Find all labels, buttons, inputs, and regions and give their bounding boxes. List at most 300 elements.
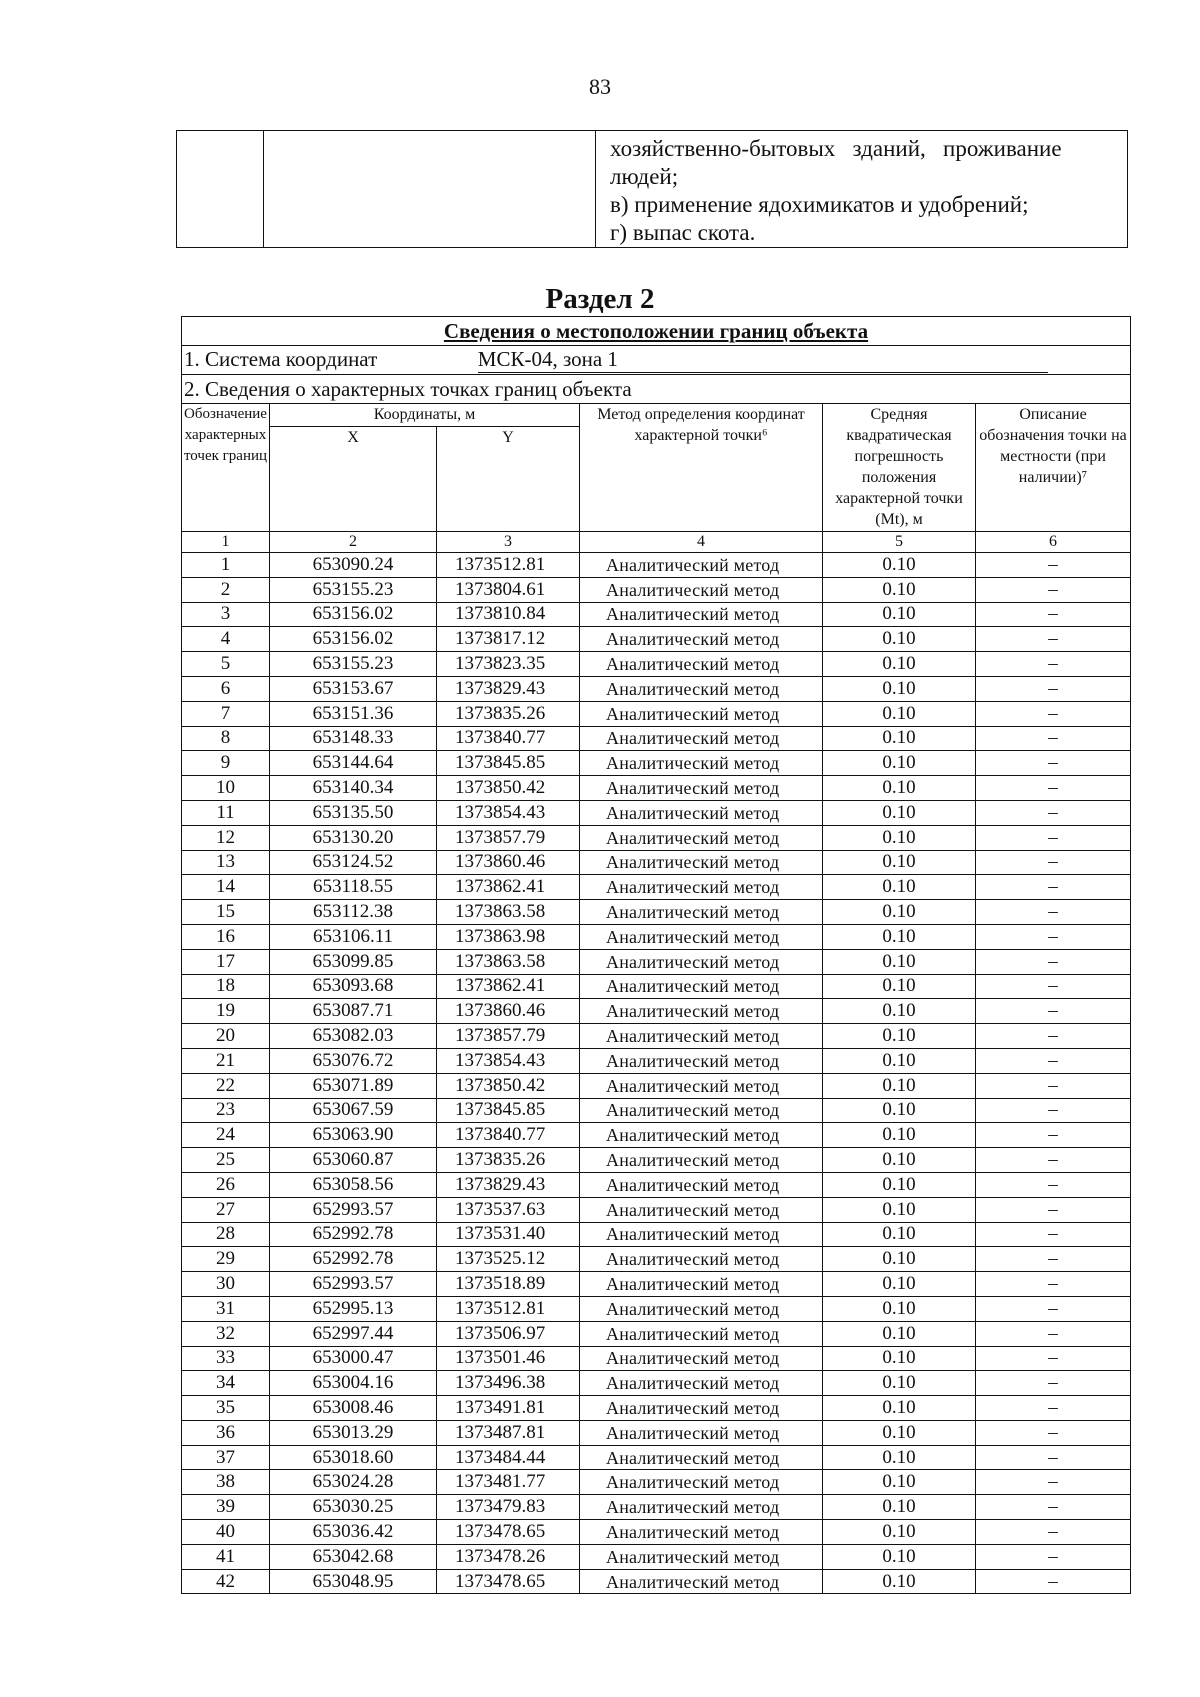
coordinate-x: 653155.23 bbox=[270, 577, 437, 602]
method-cell: Аналитический метод bbox=[580, 949, 823, 974]
description-cell: – bbox=[976, 1296, 1131, 1321]
point-number: 4 bbox=[182, 627, 270, 652]
description-cell: – bbox=[976, 1048, 1131, 1073]
method-cell: Аналитический метод bbox=[580, 676, 823, 701]
coordinate-y: 1373496.38 bbox=[437, 1371, 580, 1396]
method-cell: Аналитический метод bbox=[580, 875, 823, 900]
error-value: 0.10 bbox=[823, 627, 976, 652]
coordinate-y: 1373845.85 bbox=[437, 1098, 580, 1123]
restriction-text bbox=[596, 131, 1127, 247]
table-row bbox=[182, 627, 1131, 652]
point-number: 32 bbox=[182, 1321, 270, 1346]
table-row bbox=[182, 577, 1131, 602]
points-info-label: 2. Сведения о характерных точках границ объекта bbox=[184, 376, 632, 401]
column-number: 1 bbox=[182, 532, 270, 553]
description-cell: – bbox=[976, 825, 1131, 850]
method-cell: Аналитический метод bbox=[580, 999, 823, 1024]
table-row bbox=[182, 875, 1131, 900]
method-cell: Аналитический метод bbox=[580, 1123, 823, 1148]
error-value: 0.10 bbox=[823, 1222, 976, 1247]
table-row bbox=[182, 1371, 1131, 1396]
coordinate-x: 653000.47 bbox=[270, 1346, 437, 1371]
column-number: 3 bbox=[437, 532, 580, 553]
coordinate-x: 652992.78 bbox=[270, 1247, 437, 1272]
coordinate-x: 653048.95 bbox=[270, 1569, 437, 1594]
table-row bbox=[182, 1098, 1131, 1123]
method-cell: Аналитический метод bbox=[580, 1346, 823, 1371]
method-cell: Аналитический метод bbox=[580, 1569, 823, 1594]
coordinate-y: 1373857.79 bbox=[437, 825, 580, 850]
method-cell: Аналитический метод bbox=[580, 1445, 823, 1470]
coordinate-x: 652993.57 bbox=[270, 1197, 437, 1222]
coordinate-y: 1373854.43 bbox=[437, 1048, 580, 1073]
point-number: 27 bbox=[182, 1197, 270, 1222]
table-row bbox=[182, 1346, 1131, 1371]
description-cell: – bbox=[976, 701, 1131, 726]
table-row bbox=[182, 701, 1131, 726]
point-number: 12 bbox=[182, 825, 270, 850]
table-row bbox=[182, 751, 1131, 776]
table-caption bbox=[182, 317, 1131, 346]
method-cell: Аналитический метод bbox=[580, 776, 823, 801]
coordinate-y: 1373845.85 bbox=[437, 751, 580, 776]
method-cell: Аналитический метод bbox=[580, 1222, 823, 1247]
point-number: 33 bbox=[182, 1346, 270, 1371]
table-row bbox=[182, 776, 1131, 801]
method-cell: Аналитический метод bbox=[580, 726, 823, 751]
point-number: 14 bbox=[182, 875, 270, 900]
continuation-cell-empty-1 bbox=[177, 131, 264, 248]
error-value: 0.10 bbox=[823, 1296, 976, 1321]
error-value: 0.10 bbox=[823, 875, 976, 900]
method-cell: Аналитический метод bbox=[580, 1371, 823, 1396]
table-row bbox=[182, 1445, 1131, 1470]
table-row bbox=[182, 1123, 1131, 1148]
method-cell: Аналитический метод bbox=[580, 974, 823, 999]
point-number: 26 bbox=[182, 1172, 270, 1197]
error-value: 0.10 bbox=[823, 800, 976, 825]
coordinate-x: 653058.56 bbox=[270, 1172, 437, 1197]
error-value: 0.10 bbox=[823, 949, 976, 974]
description-cell: – bbox=[976, 1445, 1131, 1470]
point-number: 18 bbox=[182, 974, 270, 999]
coordinate-x: 653144.64 bbox=[270, 751, 437, 776]
table-row bbox=[182, 1073, 1131, 1098]
method-cell: Аналитический метод bbox=[580, 1247, 823, 1272]
table-row bbox=[182, 850, 1131, 875]
point-number: 36 bbox=[182, 1420, 270, 1445]
coordinate-x: 653087.71 bbox=[270, 999, 437, 1024]
coordinate-y: 1373525.12 bbox=[437, 1247, 580, 1272]
description-cell: – bbox=[976, 1148, 1131, 1173]
point-number: 1 bbox=[182, 553, 270, 578]
coordinate-x: 653018.60 bbox=[270, 1445, 437, 1470]
coordinate-y: 1373487.81 bbox=[437, 1420, 580, 1445]
error-value: 0.10 bbox=[823, 701, 976, 726]
coordinate-x: 653042.68 bbox=[270, 1544, 437, 1569]
coordinate-y: 1373835.26 bbox=[437, 701, 580, 726]
point-number: 34 bbox=[182, 1371, 270, 1396]
description-cell: – bbox=[976, 627, 1131, 652]
table-row bbox=[182, 900, 1131, 925]
point-number: 35 bbox=[182, 1396, 270, 1421]
table-row bbox=[182, 924, 1131, 949]
description-cell: – bbox=[976, 1371, 1131, 1396]
method-cell: Аналитический метод bbox=[580, 1544, 823, 1569]
error-value: 0.10 bbox=[823, 751, 976, 776]
coordinate-x: 653140.34 bbox=[270, 776, 437, 801]
table-row bbox=[182, 949, 1131, 974]
table-row bbox=[182, 1420, 1131, 1445]
coordinate-y: 1373850.42 bbox=[437, 776, 580, 801]
coordinate-y: 1373860.46 bbox=[437, 850, 580, 875]
coordinate-x: 653063.90 bbox=[270, 1123, 437, 1148]
table-row bbox=[182, 974, 1131, 999]
point-number: 38 bbox=[182, 1470, 270, 1495]
description-cell: – bbox=[976, 900, 1131, 925]
error-value: 0.10 bbox=[823, 825, 976, 850]
description-cell: – bbox=[976, 1470, 1131, 1495]
coordinate-y: 1373512.81 bbox=[437, 553, 580, 578]
coordinate-x: 653151.36 bbox=[270, 701, 437, 726]
point-number: 28 bbox=[182, 1222, 270, 1247]
coordinate-x: 652997.44 bbox=[270, 1321, 437, 1346]
coordinate-x: 653030.25 bbox=[270, 1495, 437, 1520]
table-row bbox=[182, 800, 1131, 825]
coordinate-x: 653135.50 bbox=[270, 800, 437, 825]
error-value: 0.10 bbox=[823, 1272, 976, 1297]
method-cell: Аналитический метод bbox=[580, 1272, 823, 1297]
coordinate-x: 652993.57 bbox=[270, 1272, 437, 1297]
coordinate-y: 1373862.41 bbox=[437, 875, 580, 900]
table-row bbox=[182, 1470, 1131, 1495]
error-value: 0.10 bbox=[823, 553, 976, 578]
coordinate-y: 1373810.84 bbox=[437, 602, 580, 627]
method-cell: Аналитический метод bbox=[580, 553, 823, 578]
method-cell: Аналитический метод bbox=[580, 800, 823, 825]
coordinate-y: 1373478.65 bbox=[437, 1520, 580, 1545]
coordinate-x: 653106.11 bbox=[270, 924, 437, 949]
coordinate-x: 653008.46 bbox=[270, 1396, 437, 1421]
description-cell: – bbox=[976, 1024, 1131, 1049]
table-row bbox=[182, 825, 1131, 850]
coordinate-y: 1373829.43 bbox=[437, 1172, 580, 1197]
coordinate-y: 1373835.26 bbox=[437, 1148, 580, 1173]
table-row bbox=[182, 602, 1131, 627]
coordinate-x: 653156.02 bbox=[270, 627, 437, 652]
error-value: 0.10 bbox=[823, 1247, 976, 1272]
error-value: 0.10 bbox=[823, 652, 976, 677]
coordinate-x: 653090.24 bbox=[270, 553, 437, 578]
table-row bbox=[182, 1296, 1131, 1321]
coordinate-y: 1373860.46 bbox=[437, 999, 580, 1024]
coordinate-x: 652992.78 bbox=[270, 1222, 437, 1247]
description-cell: – bbox=[976, 850, 1131, 875]
error-value: 0.10 bbox=[823, 974, 976, 999]
point-number: 5 bbox=[182, 652, 270, 677]
method-cell: Аналитический метод bbox=[580, 602, 823, 627]
error-value: 0.10 bbox=[823, 1470, 976, 1495]
description-cell: – bbox=[976, 652, 1131, 677]
description-cell: – bbox=[976, 949, 1131, 974]
error-value: 0.10 bbox=[823, 602, 976, 627]
method-cell: Аналитический метод bbox=[580, 1048, 823, 1073]
coordinate-y: 1373854.43 bbox=[437, 800, 580, 825]
error-value: 0.10 bbox=[823, 1371, 976, 1396]
point-number: 21 bbox=[182, 1048, 270, 1073]
error-value: 0.10 bbox=[823, 1148, 976, 1173]
point-number: 7 bbox=[182, 701, 270, 726]
description-cell: – bbox=[976, 553, 1131, 578]
error-value: 0.10 bbox=[823, 900, 976, 925]
coordinate-y: 1373863.58 bbox=[437, 900, 580, 925]
table-body bbox=[182, 553, 1131, 1594]
method-cell: Аналитический метод bbox=[580, 1296, 823, 1321]
description-cell: – bbox=[976, 800, 1131, 825]
description-cell: – bbox=[976, 776, 1131, 801]
description-cell: – bbox=[976, 1197, 1131, 1222]
error-value: 0.10 bbox=[823, 999, 976, 1024]
coordinate-x: 653060.87 bbox=[270, 1148, 437, 1173]
error-value: 0.10 bbox=[823, 850, 976, 875]
error-value: 0.10 bbox=[823, 1024, 976, 1049]
description-cell: – bbox=[976, 1272, 1131, 1297]
description-cell: – bbox=[976, 1073, 1131, 1098]
error-value: 0.10 bbox=[823, 1197, 976, 1222]
method-cell: Аналитический метод bbox=[580, 1520, 823, 1545]
coordinate-x: 653124.52 bbox=[270, 850, 437, 875]
method-cell: Аналитический метод bbox=[580, 701, 823, 726]
error-value: 0.10 bbox=[823, 1123, 976, 1148]
restriction-line-2: людей; bbox=[610, 164, 679, 189]
coordinate-y: 1373478.26 bbox=[437, 1544, 580, 1569]
coordinate-y: 1373481.77 bbox=[437, 1470, 580, 1495]
table-row bbox=[182, 999, 1131, 1024]
error-value: 0.10 bbox=[823, 1098, 976, 1123]
coordinate-x: 653099.85 bbox=[270, 949, 437, 974]
point-number: 6 bbox=[182, 676, 270, 701]
description-cell: – bbox=[976, 676, 1131, 701]
point-number: 41 bbox=[182, 1544, 270, 1569]
coordinate-y: 1373491.81 bbox=[437, 1396, 580, 1421]
description-cell: – bbox=[976, 577, 1131, 602]
description-cell: – bbox=[976, 602, 1131, 627]
coordinate-x: 653130.20 bbox=[270, 825, 437, 850]
description-cell: – bbox=[976, 1123, 1131, 1148]
point-number: 16 bbox=[182, 924, 270, 949]
coordinate-y: 1373478.65 bbox=[437, 1569, 580, 1594]
point-number: 13 bbox=[182, 850, 270, 875]
point-number: 15 bbox=[182, 900, 270, 925]
coordinate-x: 653067.59 bbox=[270, 1098, 437, 1123]
coordinate-system-row bbox=[182, 346, 1131, 375]
point-number: 37 bbox=[182, 1445, 270, 1470]
points-info-row bbox=[182, 375, 1131, 404]
column-numbers-row bbox=[182, 532, 1131, 553]
table-row bbox=[182, 1148, 1131, 1173]
restriction-line-1: хозяйственно-бытовых зданий, проживание bbox=[610, 136, 1062, 161]
coordinate-system-value: МСК-04, зона 1 bbox=[478, 347, 1048, 373]
header-designation: Обозначение характерных точек границ bbox=[182, 404, 270, 532]
method-cell: Аналитический метод bbox=[580, 1172, 823, 1197]
description-cell: – bbox=[976, 751, 1131, 776]
error-value: 0.10 bbox=[823, 1420, 976, 1445]
point-number: 9 bbox=[182, 751, 270, 776]
table-row bbox=[182, 1048, 1131, 1073]
point-number: 19 bbox=[182, 999, 270, 1024]
coordinate-y: 1373840.77 bbox=[437, 1123, 580, 1148]
method-cell: Аналитический метод bbox=[580, 652, 823, 677]
table-row bbox=[182, 553, 1131, 578]
description-cell: – bbox=[976, 1098, 1131, 1123]
table-caption-text: Сведения о местоположении границ объекта bbox=[443, 318, 869, 343]
method-cell: Аналитический метод bbox=[580, 1396, 823, 1421]
error-value: 0.10 bbox=[823, 1172, 976, 1197]
description-cell: – bbox=[976, 1420, 1131, 1445]
coordinate-x: 653004.16 bbox=[270, 1371, 437, 1396]
table-row bbox=[182, 1544, 1131, 1569]
method-cell: Аналитический метод bbox=[580, 1420, 823, 1445]
restriction-line-4: г) выпас скота. bbox=[610, 220, 756, 245]
method-cell: Аналитический метод bbox=[580, 1073, 823, 1098]
coordinate-y: 1373512.81 bbox=[437, 1296, 580, 1321]
coordinate-x: 653155.23 bbox=[270, 652, 437, 677]
description-cell: – bbox=[976, 1495, 1131, 1520]
header-coordinates: Координаты, м bbox=[270, 404, 580, 427]
column-number: 6 bbox=[976, 532, 1131, 553]
table-row bbox=[182, 676, 1131, 701]
method-cell: Аналитический метод bbox=[580, 1024, 823, 1049]
coordinate-y: 1373863.58 bbox=[437, 949, 580, 974]
table-row bbox=[182, 1495, 1131, 1520]
coordinate-y: 1373862.41 bbox=[437, 974, 580, 999]
coordinate-y: 1373857.79 bbox=[437, 1024, 580, 1049]
error-value: 0.10 bbox=[823, 1321, 976, 1346]
description-cell: – bbox=[976, 1346, 1131, 1371]
point-number: 20 bbox=[182, 1024, 270, 1049]
point-number: 17 bbox=[182, 949, 270, 974]
coordinate-y: 1373537.63 bbox=[437, 1197, 580, 1222]
point-number: 31 bbox=[182, 1296, 270, 1321]
table-row bbox=[182, 1247, 1131, 1272]
method-cell: Аналитический метод bbox=[580, 751, 823, 776]
description-cell: – bbox=[976, 1544, 1131, 1569]
error-value: 0.10 bbox=[823, 1073, 976, 1098]
method-cell: Аналитический метод bbox=[580, 1470, 823, 1495]
boundary-points-table bbox=[181, 316, 1131, 1594]
description-cell: – bbox=[976, 1222, 1131, 1247]
table-row bbox=[182, 652, 1131, 677]
header-y: Y bbox=[437, 427, 580, 532]
coordinate-y: 1373850.42 bbox=[437, 1073, 580, 1098]
point-number: 42 bbox=[182, 1569, 270, 1594]
coordinate-x: 653076.72 bbox=[270, 1048, 437, 1073]
method-cell: Аналитический метод bbox=[580, 1098, 823, 1123]
column-number: 2 bbox=[270, 532, 437, 553]
coordinate-x: 653118.55 bbox=[270, 875, 437, 900]
continuation-cell-empty-2 bbox=[264, 131, 596, 248]
page-number: 83 bbox=[589, 74, 611, 99]
table-row bbox=[182, 1024, 1131, 1049]
coordinate-y: 1373479.83 bbox=[437, 1495, 580, 1520]
table-row bbox=[182, 1569, 1131, 1594]
continuation-cell-text bbox=[596, 131, 1128, 248]
description-cell: – bbox=[976, 1321, 1131, 1346]
table-row bbox=[182, 1197, 1131, 1222]
coordinate-x: 653013.29 bbox=[270, 1420, 437, 1445]
error-value: 0.10 bbox=[823, 1569, 976, 1594]
coordinate-x: 653082.03 bbox=[270, 1024, 437, 1049]
error-value: 0.10 bbox=[823, 776, 976, 801]
description-cell: – bbox=[976, 1396, 1131, 1421]
point-number: 3 bbox=[182, 602, 270, 627]
table-row bbox=[182, 1396, 1131, 1421]
method-cell: Аналитический метод bbox=[580, 900, 823, 925]
method-cell: Аналитический метод bbox=[580, 627, 823, 652]
description-cell: – bbox=[976, 1172, 1131, 1197]
coordinate-y: 1373518.89 bbox=[437, 1272, 580, 1297]
coordinate-y: 1373823.35 bbox=[437, 652, 580, 677]
coordinate-y: 1373506.97 bbox=[437, 1321, 580, 1346]
coordinate-y: 1373501.46 bbox=[437, 1346, 580, 1371]
point-number: 23 bbox=[182, 1098, 270, 1123]
point-number: 8 bbox=[182, 726, 270, 751]
coordinate-x: 653148.33 bbox=[270, 726, 437, 751]
point-number: 29 bbox=[182, 1247, 270, 1272]
error-value: 0.10 bbox=[823, 1396, 976, 1421]
column-number: 5 bbox=[823, 532, 976, 553]
point-number: 39 bbox=[182, 1495, 270, 1520]
error-value: 0.10 bbox=[823, 1048, 976, 1073]
method-cell: Аналитический метод bbox=[580, 825, 823, 850]
description-cell: – bbox=[976, 924, 1131, 949]
coordinate-y: 1373817.12 bbox=[437, 627, 580, 652]
description-cell: – bbox=[976, 1247, 1131, 1272]
coordinate-y: 1373829.43 bbox=[437, 676, 580, 701]
header-x: X bbox=[270, 427, 437, 532]
coordinate-x: 653112.38 bbox=[270, 900, 437, 925]
coordinate-x: 653153.67 bbox=[270, 676, 437, 701]
point-number: 11 bbox=[182, 800, 270, 825]
method-cell: Аналитический метод bbox=[580, 577, 823, 602]
error-value: 0.10 bbox=[823, 1495, 976, 1520]
method-cell: Аналитический метод bbox=[580, 1197, 823, 1222]
coordinate-x: 653071.89 bbox=[270, 1073, 437, 1098]
table-row bbox=[182, 726, 1131, 751]
coordinate-x: 653093.68 bbox=[270, 974, 437, 999]
error-value: 0.10 bbox=[823, 577, 976, 602]
method-cell: Аналитический метод bbox=[580, 1148, 823, 1173]
table-row bbox=[182, 1272, 1131, 1297]
column-number: 4 bbox=[580, 532, 823, 553]
coordinate-system-label: 1. Система координат bbox=[184, 347, 378, 371]
description-cell: – bbox=[976, 875, 1131, 900]
error-value: 0.10 bbox=[823, 1346, 976, 1371]
header-method: Метод определения координат характерной точки⁶ bbox=[580, 404, 823, 532]
point-number: 22 bbox=[182, 1073, 270, 1098]
point-number: 24 bbox=[182, 1123, 270, 1148]
description-cell: – bbox=[976, 1520, 1131, 1545]
point-number: 25 bbox=[182, 1148, 270, 1173]
coordinate-y: 1373531.40 bbox=[437, 1222, 580, 1247]
coordinate-x: 652995.13 bbox=[270, 1296, 437, 1321]
error-value: 0.10 bbox=[823, 676, 976, 701]
coordinate-x: 653024.28 bbox=[270, 1470, 437, 1495]
table-row bbox=[182, 1520, 1131, 1545]
error-value: 0.10 bbox=[823, 726, 976, 751]
error-value: 0.10 bbox=[823, 1445, 976, 1470]
method-cell: Аналитический метод bbox=[580, 924, 823, 949]
